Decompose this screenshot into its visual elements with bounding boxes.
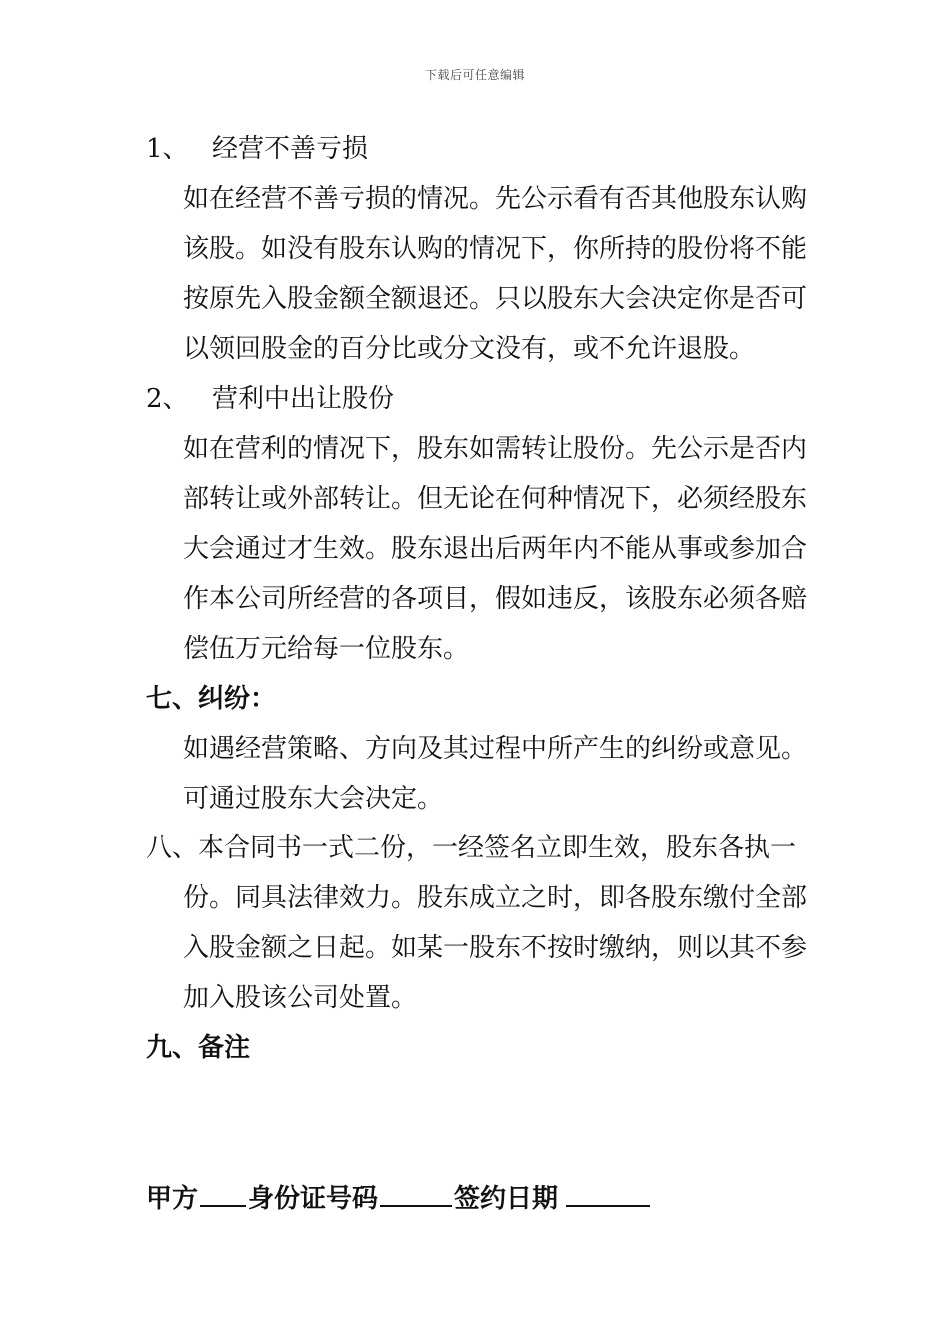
section-7-heading: 七、纠纷：	[146, 684, 277, 714]
item-1-line-4: 以领回股金的百分比或分文没有，或不允许退股。	[183, 334, 756, 364]
section-9-heading: 九、备注	[146, 1033, 251, 1063]
id-number-label: 身份证号码	[248, 1184, 379, 1214]
item-1-line-3: 按原先入股金额全额退还。只以股东大会决定你是否可	[183, 284, 808, 314]
party-a-label: 甲方	[146, 1184, 199, 1214]
item-2-line-3: 大会通过才生效。股东退出后两年内不能从事或参加合	[183, 534, 808, 564]
item-2-number: 2、	[146, 384, 189, 414]
item-2-line-1: 如在营利的情况下，股东如需转让股份。先公示是否内	[183, 434, 808, 464]
item-1-line-2: 该股。如没有股东认购的情况下，你所持的股份将不能	[183, 234, 808, 264]
item-2-line-5: 偿伍万元给每一位股东。	[183, 634, 470, 664]
item-2-heading	[146, 381, 394, 417]
section-8-line-3: 入股金额之日起。如某一股东不按时缴纳，则以其不参	[183, 933, 808, 963]
section-8-line-4: 加入股该公司处置。	[183, 983, 418, 1013]
section-8-line-1: 八、本合同书一式二份，一经签名立即生效，股东各执一	[146, 833, 797, 863]
item-2-title: 营利中出让股份	[212, 384, 395, 414]
section-7-line-1: 如遇经营策略、方向及其过程中所产生的纠纷或意见。	[183, 734, 808, 764]
section-8-line-2: 份。同具法律效力。股东成立之时，即各股东缴付全部	[183, 883, 808, 913]
item-2-line-2: 部转让或外部转让。但无论在何种情况下，必须经股东	[183, 484, 808, 514]
sign-date-blank[interactable]	[566, 1179, 650, 1207]
sign-date-label: 签约日期	[454, 1184, 559, 1214]
item-1-heading	[146, 131, 368, 167]
party-a-blank[interactable]	[200, 1179, 246, 1207]
item-2-line-4: 作本公司所经营的各项目，假如违反，该股东必须各赔	[183, 584, 808, 614]
section-7-line-2: 可通过股东大会决定。	[183, 784, 444, 814]
page-header: 下载后可任意编辑	[424, 68, 525, 82]
item-1-title: 经营不善亏损	[212, 134, 369, 164]
id-number-blank[interactable]	[380, 1179, 452, 1207]
signature-line	[146, 1179, 652, 1217]
item-1-number: 1、	[146, 134, 189, 164]
item-1-line-1: 如在经营不善亏损的情况。先公示看有否其他股东认购	[183, 184, 808, 214]
